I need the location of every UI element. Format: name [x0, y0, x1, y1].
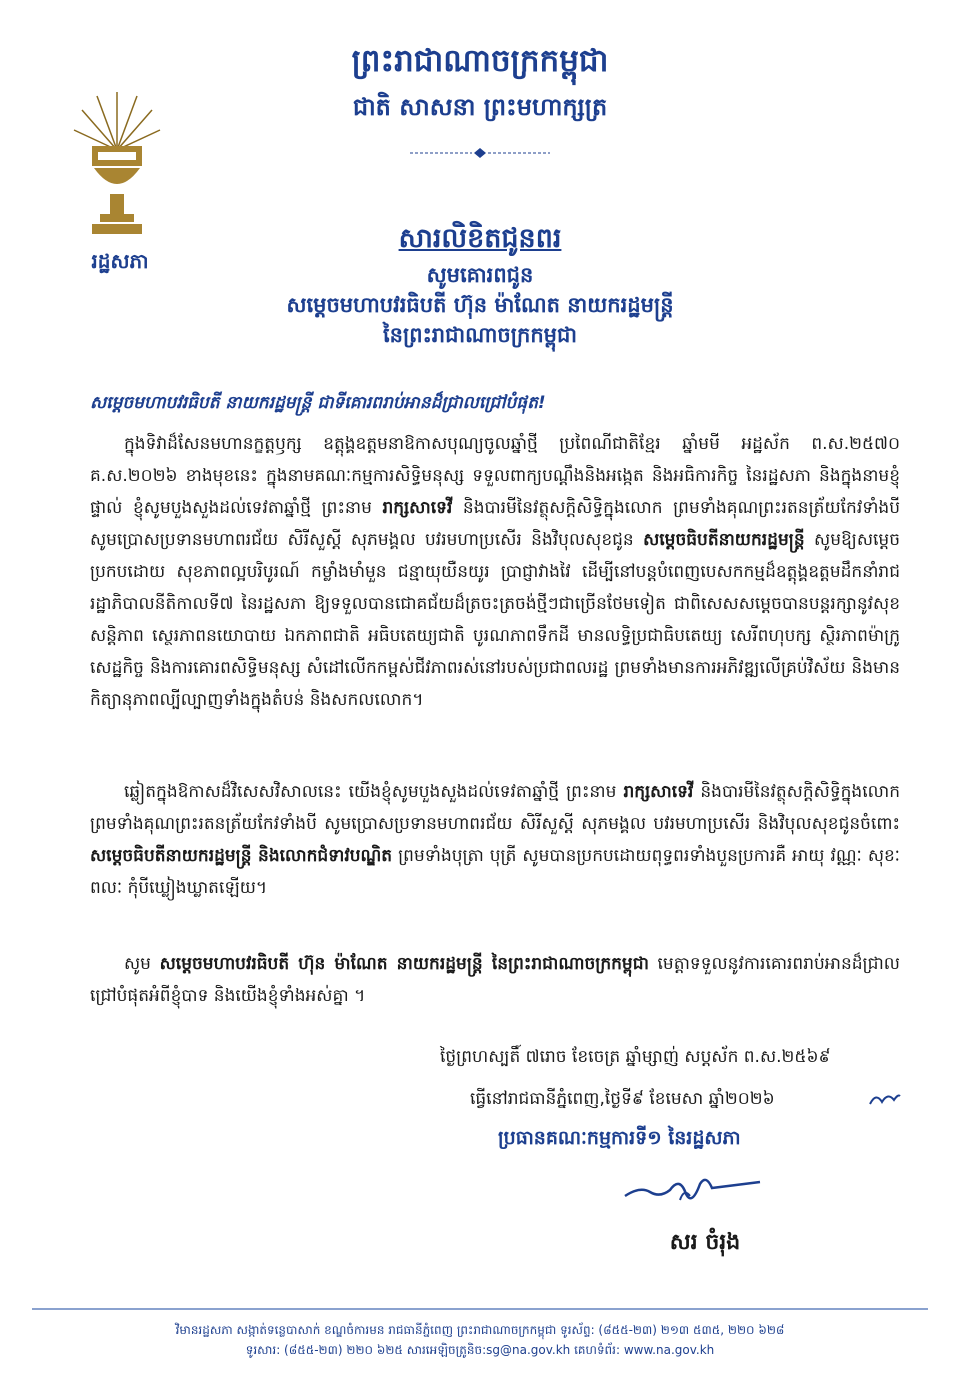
paragraph-1-text-c: សូមឱ្យសម្តេចប្រកបដោយ សុខភាពល្អបរិបូរណ៍ កម្លាំងមាំមួន ជន្មាយុយឺនយូរ ប្រាជ្ញាវាងវៃ ដើម្បីនៅបន្តបំពេញបេសកកម្មដ៏ឧត្តុង្គឧត្តមដឹកនាំរាជរដ្ឋាភិបាលនីតិកាលទី៧ នៃរដ្ឋសភា ឱ្យទទួលបានជោគជ័យដ៏ត្រចះត្រចង់ថ្មីៗជាច្រើនថែមទៀត ជាពិសេសសម្តេចបានបន្តរក្សានូវសុខសន្តិភាព ស្ថេរភាពនយោបាយ ឯកភាពជាតិ អធិបតេយ្យជាតិ បូរណភាពទឹកដី មានលទ្ធិប្រជាធិបតេយ្យ សេរីពហុបក្ស ស្ថិរភាពម៉ាក្រូសេដ្ឋកិច្ច និងការគោរពសិទ្ធិមនុស្ស សំដៅលើកកម្ពស់ជីវភាពរស់នៅរបស់ប្រជាពលរដ្ឋ ព្រមទាំងមានការអភិវឌ្ឍលើគ្រប់វិស័យ និងមានកិត្យានុភាពល្បីល្បាញទាំងក្នុងតំបន់ និងសកលលោក។ — [90, 530, 900, 710]
footer-divider — [32, 1308, 928, 1310]
signer-name: សរ ចំរុង — [669, 1230, 741, 1255]
national-assembly-emblem-icon — [72, 90, 162, 240]
addressee-line-2: សម្តេចមហាបវរធិបតី ហ៊ុន ម៉ាណែត នាយករដ្ឋមន្ត្រី — [286, 293, 674, 317]
footer-address: វិមានរដ្ឋសភា សង្កាត់ទន្លេបាសាក់ ខណ្ឌចំការមន រាជធានីភ្នំពេញ ព្រះរាជាណាចក្រកម្ពុជា ទូរស័ព្ទ: (៨៥៥-២៣) ២១៣ ៥៣៥, ២២០ ៦២៨ — [175, 1323, 785, 1337]
place-date: ធ្វើនៅរាជធានីភ្នំពេញ,ថ្ងៃទី៩ ខែមេសា ឆ្នាំ២០២៦ — [470, 1089, 775, 1109]
organization-name: រដ្ឋសភា — [91, 249, 149, 273]
kingdom-title: ព្រះរាជាណាចក្រកម្ពុជា — [351, 43, 609, 79]
paragraph-1-text-b: និងបារមីនៃវត្ថុសក្តិសិទ្ធិក្នុងលោក ព្រមទាំងគុណព្រះរតនត្រ័យកែវទាំងបី សូមប្រោសប្រទានមហាពរជ័យ សិរីសួស្តី សុភមង្គល បវរមហាប្រសើរ និងវិបុលសុខជូន — [90, 498, 900, 550]
addressee-line-3: នៃព្រះរាជាណាចក្រកម្ពុជា — [382, 323, 577, 347]
addressee-line-1: សូមគោរពជូន — [426, 263, 534, 287]
signer-title: ប្រធានគណៈកម្មការទី១ នៃរដ្ឋសភា — [498, 1127, 741, 1149]
paragraph-1-deity: រាក្សសាទេវី — [382, 498, 453, 518]
paragraph-2-deity: រាក្សសាទេវី — [623, 782, 694, 802]
paragraph-1 — [90, 428, 900, 716]
initials-mark-icon — [868, 1090, 902, 1108]
motto: ជាតិ សាសនា ព្រះមហាក្សត្រ — [352, 93, 608, 121]
paragraph-1-pm: សម្តេចធិបតីនាយករដ្ឋមន្ត្រី — [643, 530, 805, 550]
ornamental-divider-icon — [410, 148, 550, 158]
footer-contact: ទូរសារ: (៨៥៥-២៣) ២២០ ៦២៥ សារអេឡិចត្រូនិច:sg@na.gov.kh គេហទំព័រ: www.na.gov.kh — [245, 1343, 715, 1357]
paragraph-3-text-b: មេត្តាទទួលនូវការគោរពរាប់អានដ៏ជ្រាលជ្រៅបំផុតអំពីខ្ញុំបាទ និងយើងខ្ញុំទាំងអស់គ្នា ។ — [90, 954, 900, 1006]
salutation: សម្តេចមហាបវរធិបតី នាយករដ្ឋមន្ត្រី ជាទីគោរពរាប់អានដ៏ជ្រាលជ្រៅបំផុត! — [90, 393, 546, 413]
handwritten-signature-icon — [620, 1166, 770, 1214]
letter-title: សារលិខិតជូនពរ — [398, 223, 562, 254]
lunar-date: ថ្ងៃព្រហស្បតិ៍ ៧រោច ខែចេត្រ ឆ្នាំម្សាញ់ សប្តស័ក ព.ស.២៥៦៩ — [440, 1047, 831, 1067]
paragraph-2-names: សម្តេចធិបតីនាយករដ្ឋមន្ត្រី និងលោកជំទាវបណ្ឌិត — [90, 846, 393, 866]
paragraph-2-text-a: ឆ្លៀតក្នុងឱកាសដ៏វិសេសវិសាលនេះ យើងខ្ញុំសូមបួងសួងដល់ទេវតាឆ្នាំថ្មី ព្រះនាម — [124, 782, 624, 802]
paragraph-3-name: សម្តេចមហាបវរធិបតី ហ៊ុន ម៉ាណែត នាយករដ្ឋមន្ត្រី នៃព្រះរាជាណាចក្រកម្ពុជា — [159, 954, 649, 974]
paragraph-2 — [90, 776, 900, 904]
paragraph-3-text-a: សូម — [124, 954, 160, 974]
paragraph-3 — [90, 948, 900, 1012]
paragraph-2-text-b: និងបារមីនៃវត្ថុសក្តិសិទ្ធិក្នុងលោក ព្រមទាំងគុណព្រះរតនត្រ័យកែវទាំងបី សូមប្រោសប្រទានមហាពរជ័យ សិរីសួស្តី សុភមង្គល បវរមហាប្រសើរ និងវិបុលសុខជូនចំពោះ — [90, 782, 900, 834]
paragraph-2-text-c: ព្រមទាំងបុត្រា បុត្រី សូមបានប្រកបដោយពុទ្ធពរទាំងបួនប្រការគឺ អាយុ វណ្ណៈ សុខៈ ពលៈ កុំបីឃ្លៀងឃ្លាតឡើយ។ — [90, 846, 900, 898]
paragraph-1-text-a: ក្នុងទិវាដ៏សែនមហានក្ខត្តឫក្ស ឧត្តុង្គឧត្តមនាឱកាសបុណ្យចូលឆ្នាំថ្មី ប្រពៃណីជាតិខ្មែរ ឆ្នាំមមី អដ្ឋស័ក ព.ស.២៥៧០ គ.ស.២០២៦ ខាងមុខនេះ ក្នុងនាមគណៈកម្មការសិទ្ធិមនុស្ស ទទួលពាក្យបណ្តឹងនិងអង្កេត និងអធិការកិច្ច នៃរដ្ឋសភា និងក្នុងនាមខ្ញុំផ្ទាល់ ខ្ញុំសូមបួងសួងដល់ទេវតាឆ្នាំថ្មី ព្រះនាម — [90, 434, 900, 518]
